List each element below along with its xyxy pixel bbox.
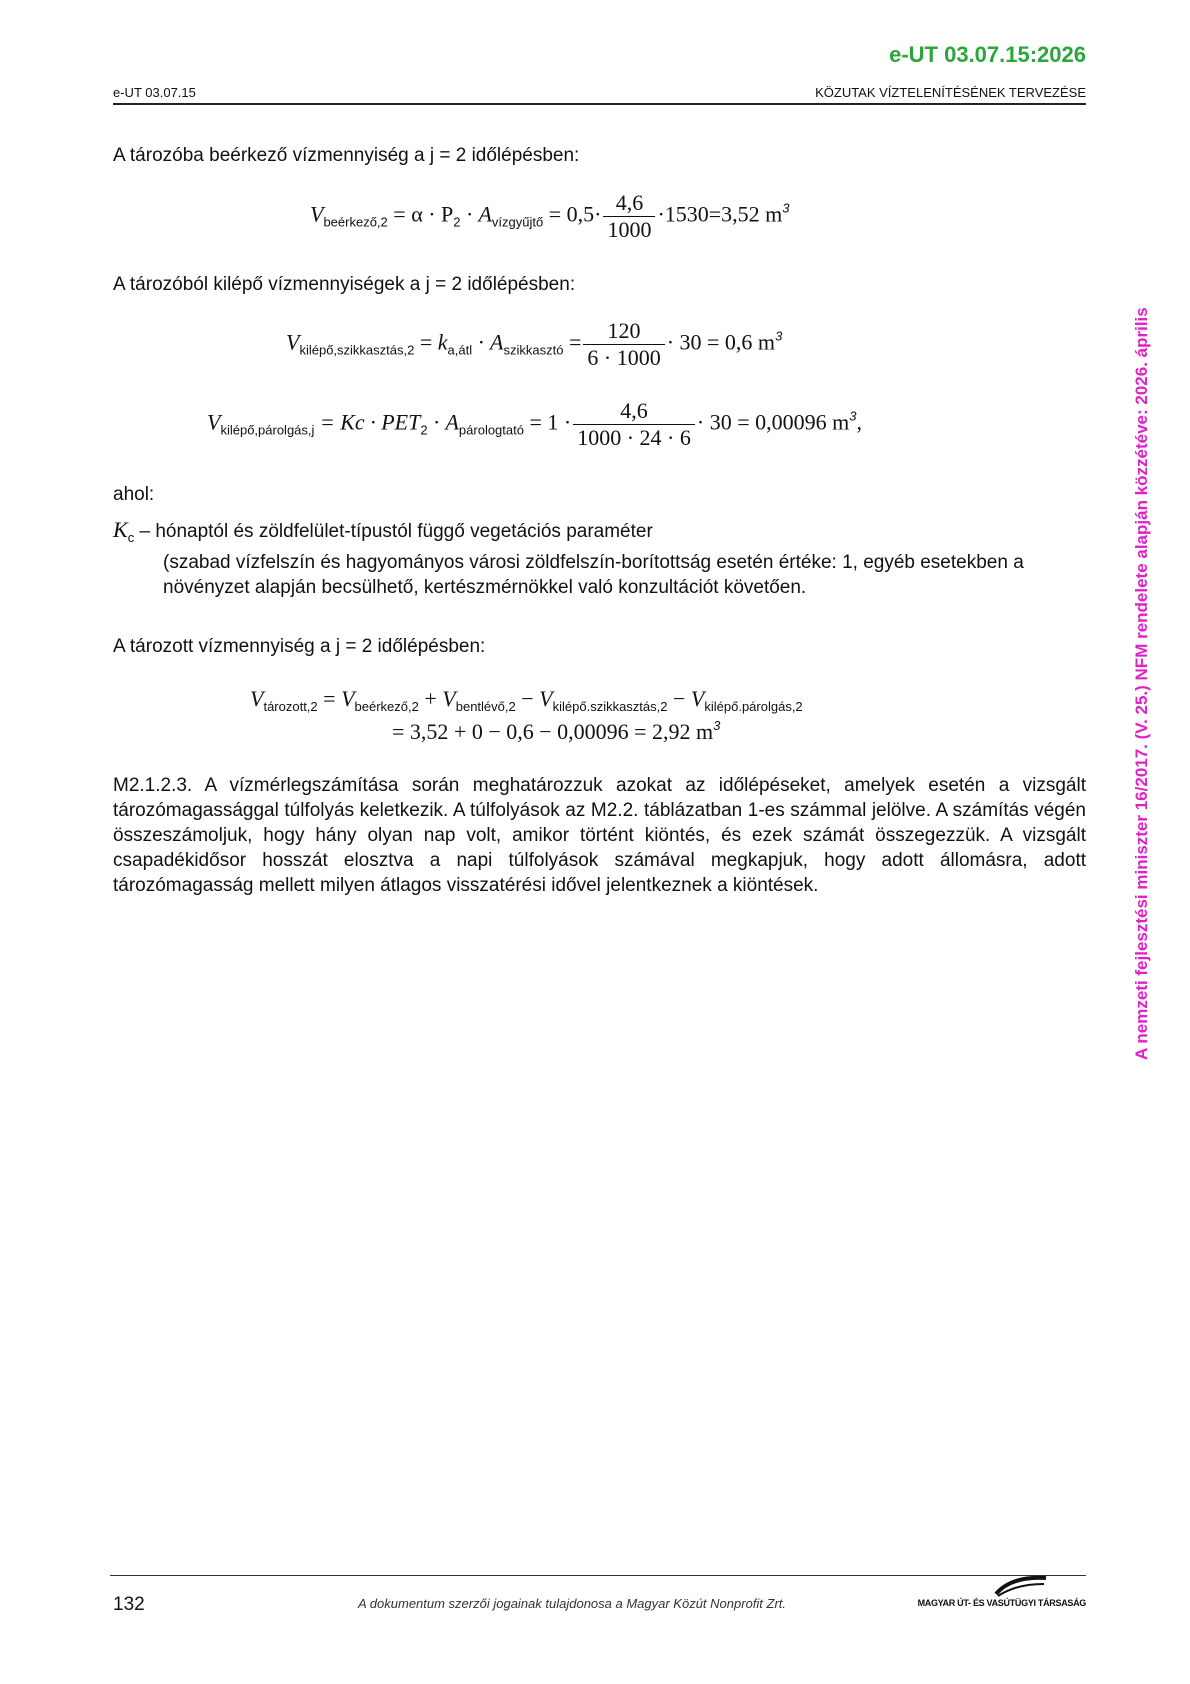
header-left: e-UT 03.07.15 xyxy=(113,85,196,100)
publication-side-note: A nemzeti fejlesztési miniszter 16/2017. (V. 25.) NFM rendelete alapján közzétéve: 2026. április xyxy=(1132,307,1151,1060)
paragraph-inflow: A tározóba beérkező vízmennyiség a j = 2 időlépésben: xyxy=(113,145,580,166)
formula-stored-result: = 3,52 + 0 − 0,6 − 0,00096 = 2,92 $m^3$ xyxy=(392,718,721,744)
publisher-name: MAGYAR ÚT- ÉS VASÚTÜGYI TÁRSASÁG xyxy=(917,1598,1086,1608)
formula-infiltration-outflow: $V_{kilépő,szikkasztás,2} = k_{a,átl} \cdot A_{szikkasztó}$ = $\frac{120}{6 \cdot 1000}$ · 30 = 0,6 $m^3$ xyxy=(286,318,783,370)
formula-inflow: $V_{beérkező,2} = \alpha \cdot P_2 \cdot A_{vízgyűjtő} = 0,5\cdot$ $\frac{4,6}{1000}$ ·1530=3,52 $m^3$ xyxy=(310,190,790,242)
page-number: 132 xyxy=(113,1594,145,1615)
header-right: KÖZUTAK VÍZTELENÍTÉSÉNEK TERVEZÉSE xyxy=(815,85,1086,100)
paragraph-stored: A tározott vízmennyiség a j = 2 időlépésben: xyxy=(113,636,486,657)
road-arc-icon xyxy=(906,1572,1086,1616)
publisher-logo xyxy=(906,1572,1086,1616)
copyright-notice: A dokumentum szerzői jogainak tulajdonosa a Magyar Közút Nonprofit Zrt. xyxy=(358,1596,787,1611)
header-divider xyxy=(113,103,1086,105)
label-where: ahol: xyxy=(113,484,155,505)
formula-stored-volume: $V_{tározott,2} = V_{beérkező,2} + V_{bentlévő,2} - V_{kilépő.szikkasztás,2} - V_{kilépő.párolgás,2}$ xyxy=(250,686,803,714)
formula-evaporation-outflow: $V_{kilépő,párolgás,j} = Kc \cdot PET_2 \cdot A_{párologtató} = 1$ · $\frac{4,6}{1000 \cdot 24 \cdot 6}$ · 30 = 0,00096 $m^3$, xyxy=(207,398,862,450)
kc-definition: $K_c$ – hónaptól és zöldfelület-típustól függő vegetációs paraméter (szabad vízfelszín és hagyományos városi zöldfelszín-borítottság esetén értéke: 1, egyéb esetekben a növényzet alapján becsülhető, kertészmérnökkel való konzultációt követően. xyxy=(113,517,1024,598)
section-m2-1-2-3: M2.1.2.3. A vízmérlegszámítása során meghatározzuk azokat az időlépéseket, amelyek esetén a vizsgált tározómagassággal túlfolyás keletkezik. A túlfolyások az M2.2. táblázatban 1-es számmal jelölve. A számítás végén összeszámoljuk, hogy hány olyan nap volt, amikor történt kiöntés, és ezek számát összegezzük. A vizsgált csapadékidősor hosszát elosztva a napi túlfolyások számával megkapjuk, hogy adott állomásra, adott tározómagasság mellett milyen átlagos visszatérési idővel jelentkeznek a kiöntések. xyxy=(113,775,1086,896)
document-code-green: e-UT 03.07.15:2026 xyxy=(889,42,1086,67)
paragraph-outflow: A tározóból kilépő vízmennyiségek a j = 2 időlépésben: xyxy=(113,274,576,295)
